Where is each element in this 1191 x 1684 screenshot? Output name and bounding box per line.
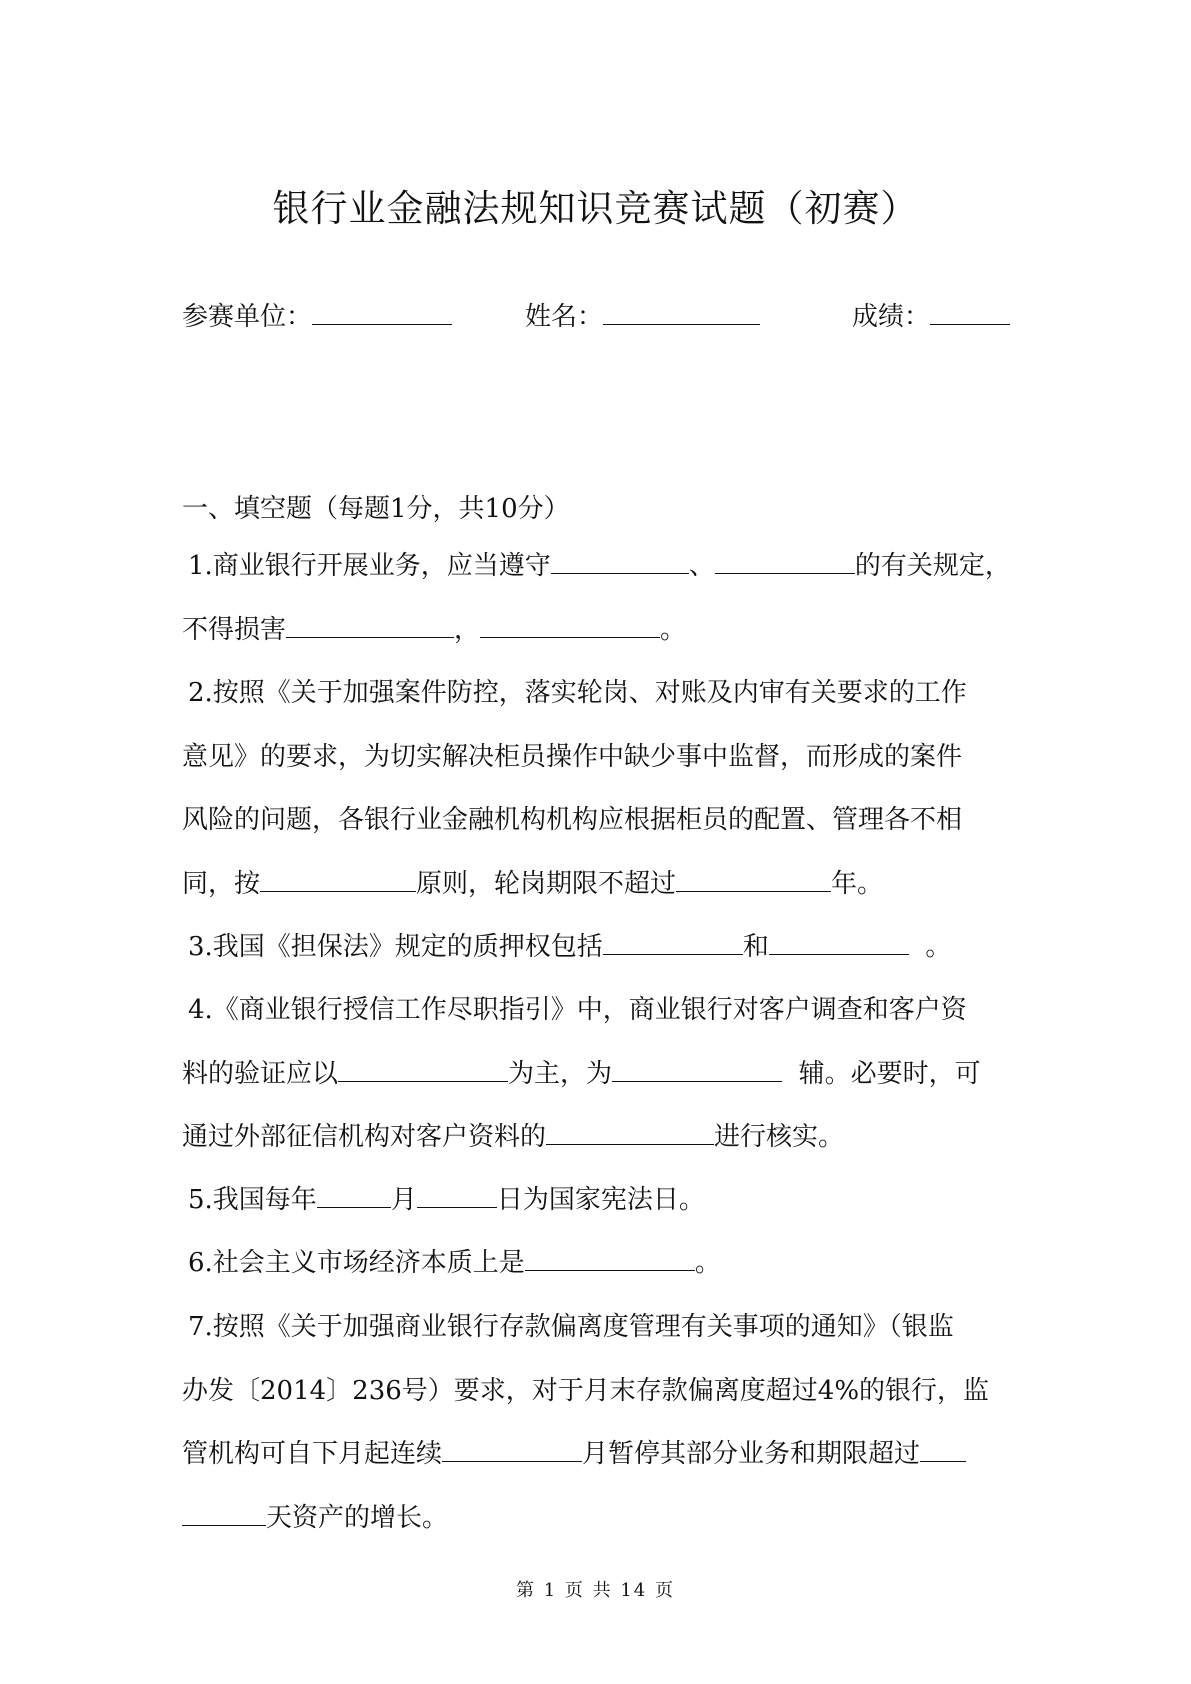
- q4-text-a: 料的验证应以: [182, 1058, 339, 1089]
- q1-text-d: 不得损害: [182, 614, 287, 645]
- q2-line-1: 2.按照《关于加强案件防控，落实轮岗、对账及内审有关要求的工作: [188, 678, 967, 708]
- unit-label: 参赛单位：: [182, 302, 313, 332]
- q7-line-1: 7.按照《关于加强商业银行存款偏离度管理有关事项的通知》（银监: [188, 1312, 954, 1342]
- page-footer: 第 1 页 共 14 页: [516, 1580, 675, 1601]
- q4-text-b: 为主，为: [508, 1058, 613, 1089]
- q5-text-a: 5.我国每年: [188, 1185, 317, 1215]
- q6-text-a: 6.社会主义市场经济本质上是: [188, 1248, 525, 1278]
- question-6: [182, 1232, 1022, 1296]
- q1-blank-3[interactable]: [286, 636, 454, 638]
- q2-blank-1[interactable]: [260, 890, 416, 892]
- q3-text-c: 。: [925, 932, 952, 962]
- q1-text-a: 1.商业银行开展业务，应当遵守: [188, 551, 551, 581]
- question-1: [182, 535, 1022, 662]
- question-4: [182, 979, 1022, 1170]
- section-heading-fill-in: 一、填空题（每题1分，共10分）: [182, 494, 570, 524]
- q2-text-b: 原则，轮岗期限不超过: [416, 868, 677, 899]
- question-7: [182, 1296, 1022, 1550]
- q4-blank-3[interactable]: [546, 1143, 714, 1145]
- q2-text-c: 年。: [831, 868, 884, 899]
- q4-blank-2[interactable]: [612, 1080, 782, 1082]
- unit-blank[interactable]: [312, 323, 452, 325]
- name-blank[interactable]: [603, 323, 760, 325]
- q7-line-2: 办发〔2014〕236号）要求，对于月末存款偏离度超过4%的银行，监: [182, 1375, 990, 1406]
- q1-text-e: ，: [454, 614, 481, 645]
- name-label: 姓名：: [525, 302, 604, 332]
- q4-blank-1[interactable]: [338, 1080, 508, 1082]
- q4-text-c: 辅。必要时，可: [798, 1058, 981, 1089]
- q1-text-f: 。: [660, 614, 687, 645]
- q4-line-1: 4.《商业银行授信工作尽职指引》中，商业银行对客户调查和客户资: [188, 995, 967, 1025]
- q7-text-a: 管机构可自下月起连续: [182, 1439, 443, 1469]
- q4-text-e: 进行核实。: [714, 1122, 845, 1152]
- q1-blank-2[interactable]: [715, 572, 855, 574]
- question-2: [182, 662, 1022, 916]
- q7-blank-1[interactable]: [442, 1460, 582, 1462]
- participant-info-row: [182, 296, 1022, 336]
- score-label: 成绩：: [852, 302, 931, 332]
- q1-text-b: 、: [688, 551, 715, 581]
- q5-text-c: 日为国家宪法日。: [496, 1185, 705, 1215]
- question-5: [182, 1169, 1022, 1233]
- q1-blank-4[interactable]: [480, 636, 660, 638]
- q7-blank-2-part2[interactable]: [182, 1524, 266, 1526]
- q3-blank-2[interactable]: [769, 953, 909, 955]
- q5-blank-month[interactable]: [317, 1206, 391, 1208]
- q1-blank-1[interactable]: [551, 572, 689, 574]
- q6-blank-1[interactable]: [525, 1269, 695, 1271]
- q2-text-a: 同，按: [182, 868, 261, 899]
- q5-blank-day[interactable]: [417, 1206, 497, 1208]
- name-field: [525, 296, 760, 333]
- q5-text-b: 月: [390, 1185, 417, 1215]
- q3-text-b: 和: [742, 932, 769, 962]
- question-3: [182, 916, 1022, 980]
- q2-line-3: 风险的问题，各银行业金融机构机构应根据柜员的配置、管理各不相: [182, 805, 963, 835]
- score-blank[interactable]: [930, 323, 1010, 325]
- q7-text-b: 月暂停其部分业务和期限超过: [582, 1439, 921, 1469]
- q2-line-2: 意见》的要求，为切实解决柜员操作中缺少事中监督，而形成的案件: [182, 741, 963, 772]
- page-title: 银行业金融法规知识竞赛试题（初赛）: [272, 187, 919, 230]
- q7-text-c: 天资产的增长。: [266, 1502, 449, 1533]
- q1-text-c: 的有关规定，: [854, 551, 1011, 581]
- q3-text-a: 3.我国《担保法》规定的质押权包括: [188, 932, 603, 962]
- score-field: [852, 296, 1010, 333]
- q6-text-b: 。: [694, 1248, 721, 1278]
- unit-field: [182, 296, 452, 333]
- q2-blank-2[interactable]: [676, 890, 831, 892]
- q3-blank-1[interactable]: [603, 953, 743, 955]
- q7-blank-2-part1[interactable]: [920, 1460, 966, 1462]
- q4-text-d: 通过外部征信机构对客户资料的: [182, 1122, 547, 1152]
